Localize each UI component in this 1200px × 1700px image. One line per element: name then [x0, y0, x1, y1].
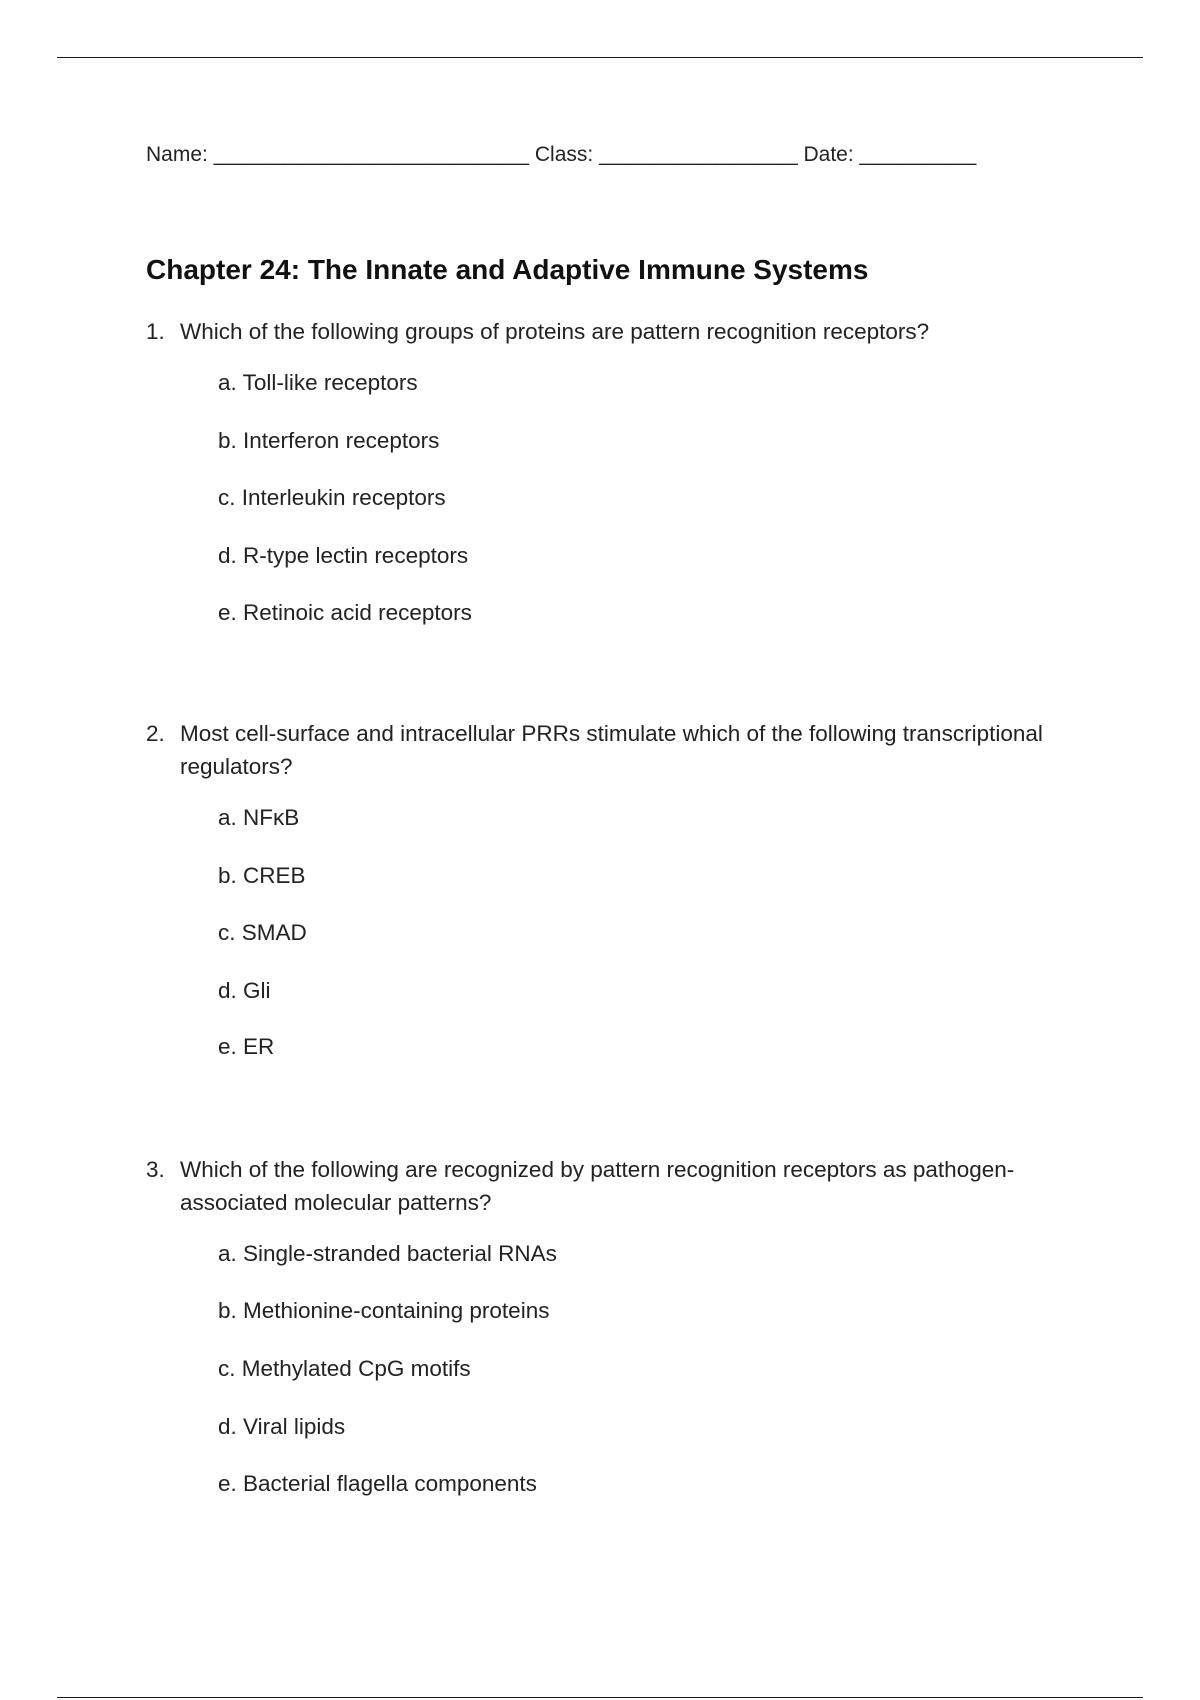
name-blank: ___________________________: [213, 143, 530, 166]
date-label: Date:: [803, 143, 854, 166]
answer-option-e: e. Retinoic acid receptors: [218, 600, 472, 625]
date-blank: __________: [859, 143, 977, 166]
question-text: Which of the following groups of proteins are pattern recognition receptors?: [180, 319, 930, 344]
class-blank: _________________: [599, 143, 798, 166]
chapter-title: Chapter 24: The Innate and Adaptive Immune Systems: [146, 254, 869, 285]
answer-option-b: b. Methionine-containing proteins: [218, 1298, 550, 1323]
answer-option-d: d. Viral lipids: [218, 1414, 346, 1439]
question-number: 2.: [146, 721, 165, 746]
answer-option-d: d. Gli: [218, 978, 271, 1003]
question-3: [146, 1153, 1106, 1496]
answer-option-c: c. Methylated CpG motifs: [218, 1356, 471, 1381]
question-number: 3.: [146, 1157, 165, 1182]
question-text: Most cell-surface and intracellular PRRs stimulate which of the following transcriptional regulators?: [180, 721, 1043, 779]
answer-option-a: a. Single-stranded bacterial RNAs: [218, 1241, 557, 1266]
answer-option-d: d. R-type lectin receptors: [218, 543, 469, 568]
answer-option-b: b. CREB: [218, 863, 306, 888]
answer-option-a: a. Toll-like receptors: [218, 370, 418, 395]
answer-option-b: b. Interferon receptors: [218, 428, 440, 453]
answer-option-c: c. Interleukin receptors: [218, 485, 446, 510]
class-label: Class:: [534, 143, 594, 166]
answer-option-a: a. NFκB: [218, 805, 300, 830]
question-2: [146, 717, 1106, 1059]
question-number: 1.: [146, 319, 165, 344]
name-label: Name:: [146, 143, 208, 166]
answer-option-e: e. Bacterial flagella components: [218, 1471, 537, 1496]
answer-option-c: c. SMAD: [218, 920, 307, 945]
bottom-rule: [57, 1697, 1143, 1698]
question-1: [146, 315, 1106, 625]
question-text: Which of the following are recognized by pattern recognition receptors as pathogen-associated molecular patterns?: [180, 1157, 1015, 1215]
top-rule: [57, 57, 1143, 58]
answer-option-e: e. ER: [218, 1034, 275, 1059]
student-info-line: [146, 143, 976, 167]
